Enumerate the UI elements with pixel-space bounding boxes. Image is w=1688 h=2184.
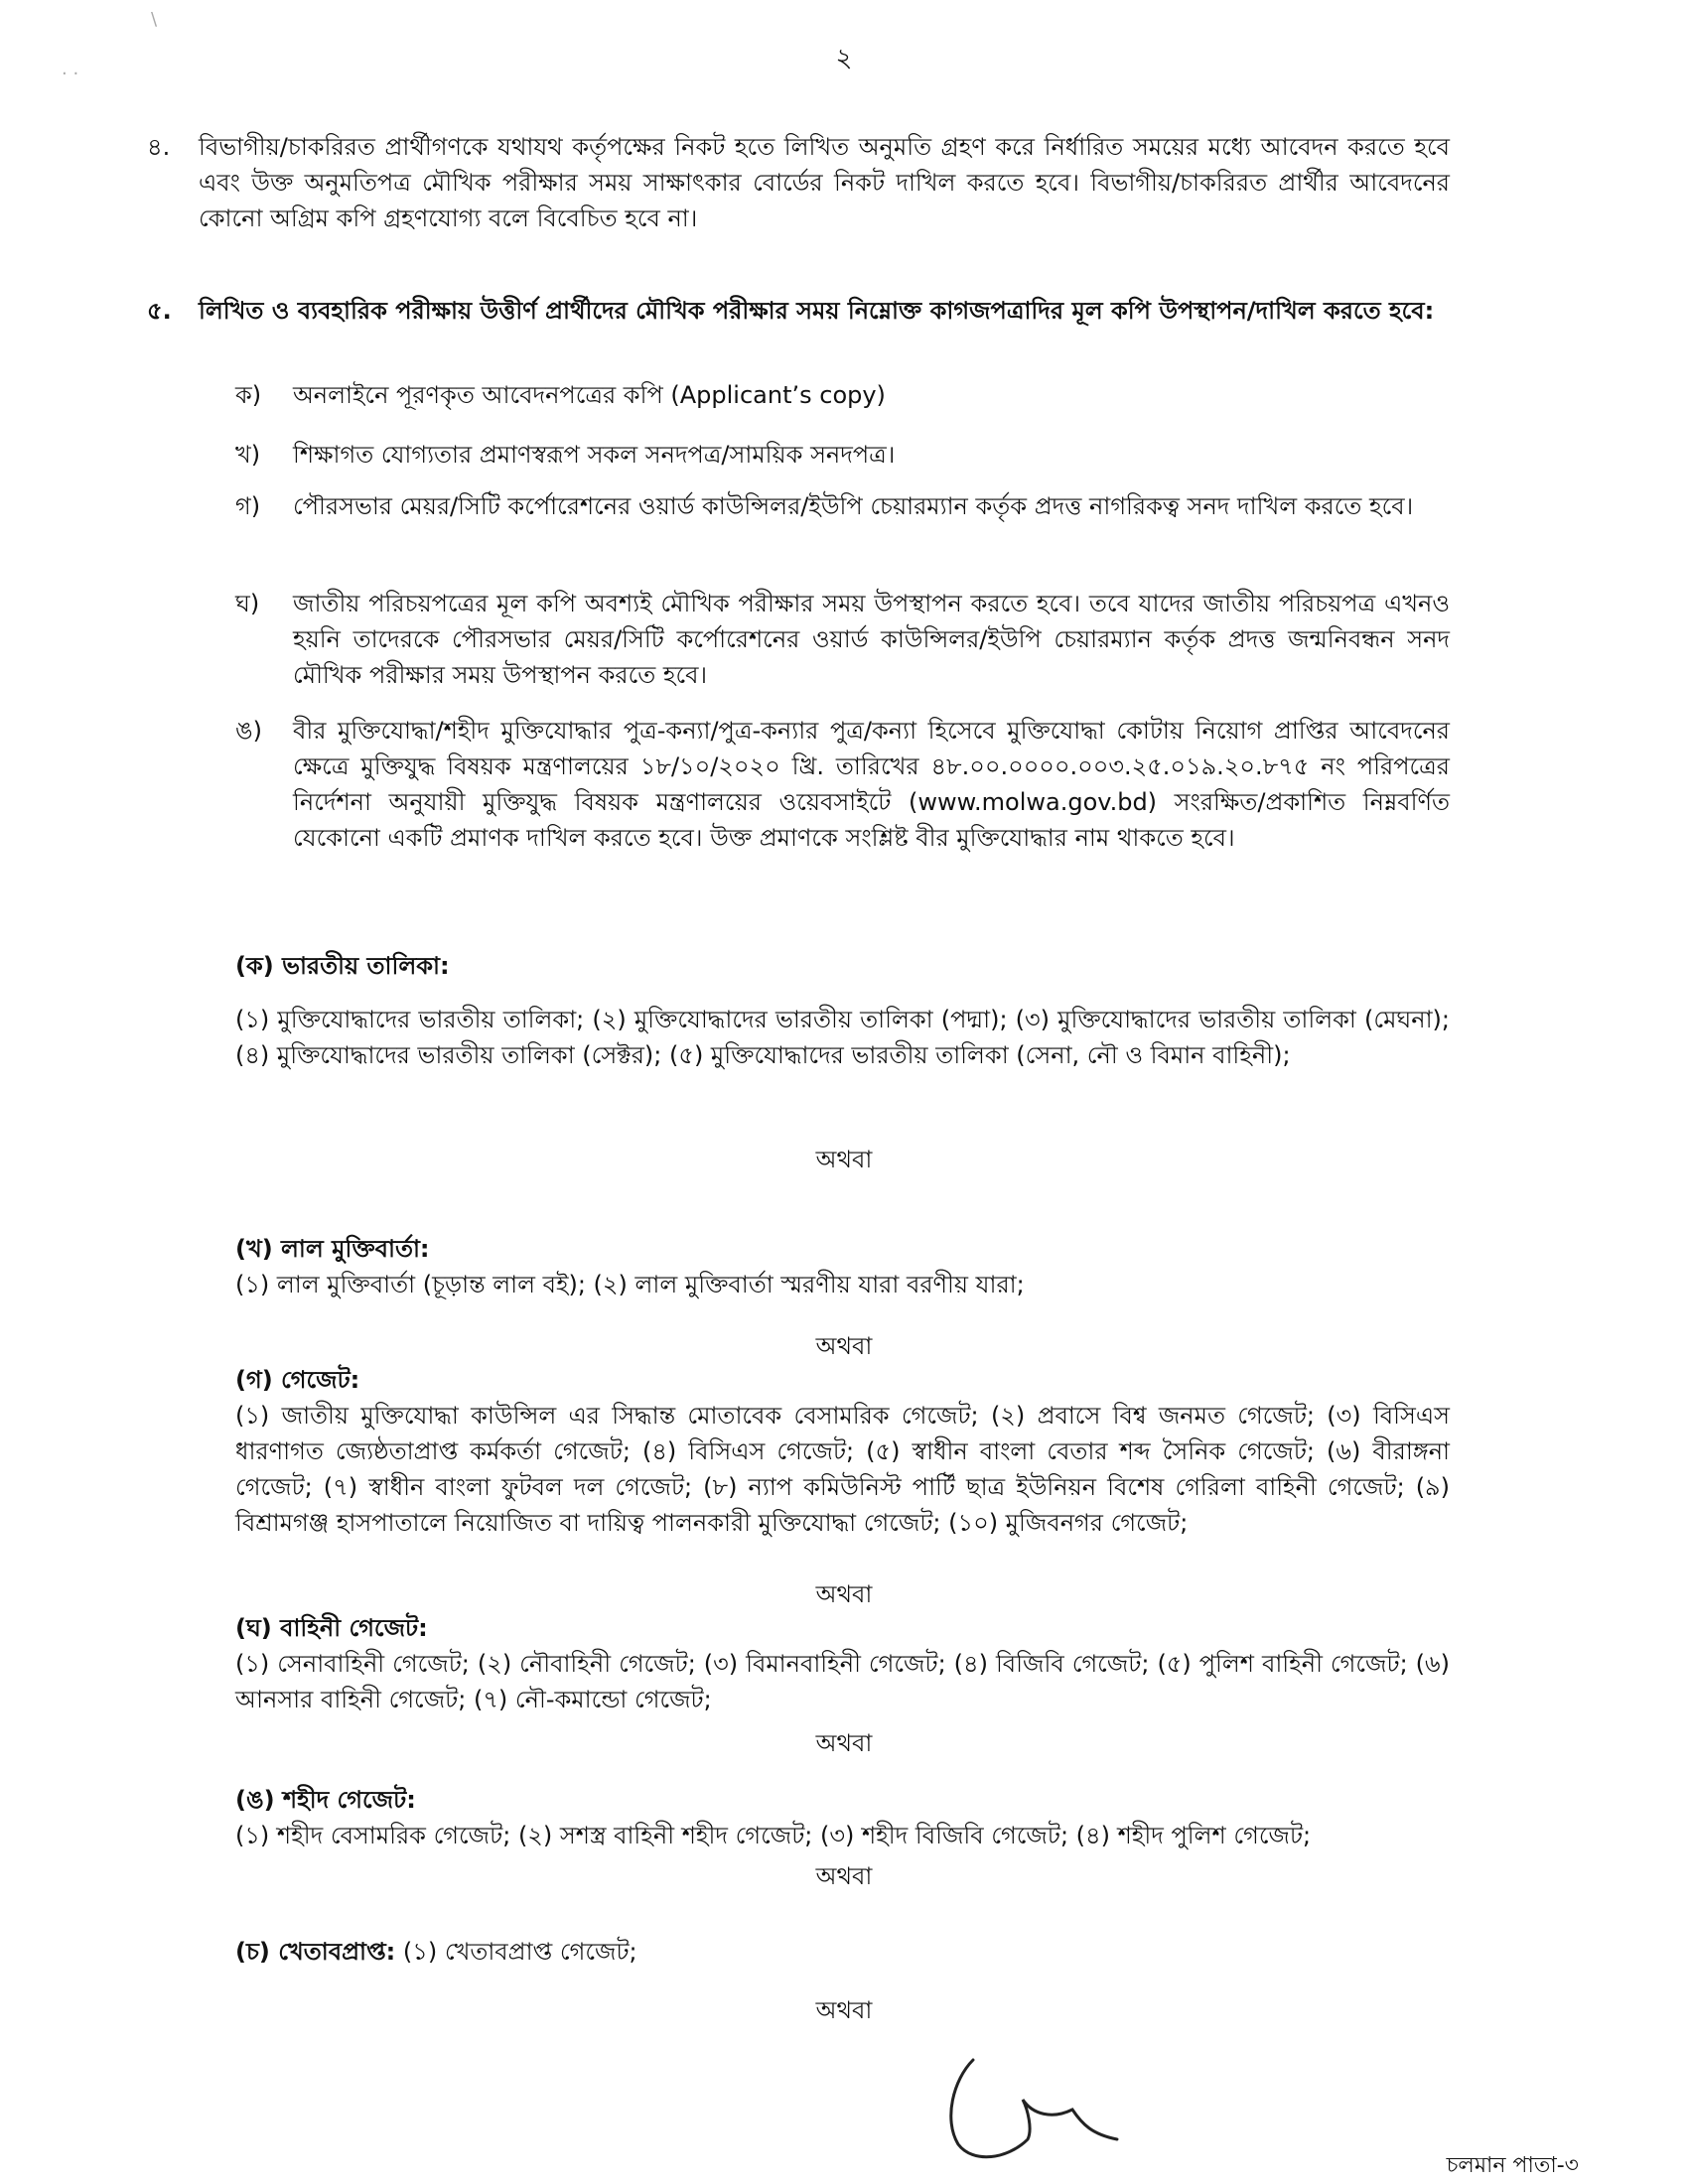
paragraph-4 — [147, 129, 1450, 236]
section-indian-list — [235, 948, 1450, 1073]
list-item-number: ঙ) — [235, 717, 262, 745]
paragraph-text: বিভাগীয়/চাকরিরত প্রার্থীগণকে যথাযথ কর্তৃপক্ষের নিকট হতে লিখিত অনুমতি গ্রহণ করে নির্ধারিত সময়ের মধ্যে আবেদন করতে হবে এবং উক্ত অনুমতিপত্র মৌখিক পরীক্ষার সময় সাক্ষাৎকার বোর্ডের নিকট দাখিল করতে হবে। বিভাগীয়/চাকরিরত প্রার্থীর আবেদনের কোনো অগ্রিম কপি গ্রহণযোগ্য বলে বিবেচিত হবে না। — [199, 133, 1450, 232]
or-separator: অথবা — [815, 1862, 873, 1890]
section-heading: (ঘ) বাহিনী গেজেট: — [235, 1614, 428, 1642]
section-heading: (ঙ) শহীদ গেজেট: — [235, 1786, 416, 1814]
list-item-text: পৌরসভার মেয়র/সিটি কর্পোরেশনের ওয়ার্ড কাউন্সিলর/ইউপি চেয়ারম্যান কর্তৃক প্রদত্ত নাগরিকত্ব সনদ দাখিল করতে হবে। — [293, 492, 1414, 520]
section-heading: (গ) গেজেট: — [235, 1366, 360, 1394]
list-item-number: ক) — [235, 381, 262, 409]
list-item-number: খ) — [235, 441, 261, 469]
section-body: (১) শহীদ বেসামরিক গেজেট; (২) সশস্ত্র বাহিনী শহীদ গেজেট; (৩) শহীদ বিজিবি গেজেট; (৪) শহীদ পুলিশ গেজেট; — [235, 1822, 1312, 1849]
or-separator: অথবা — [815, 1332, 873, 1360]
section-body: (১) মুক্তিযোদ্ধাদের ভারতীয় তালিকা; (২) মুক্তিযোদ্ধাদের ভারতীয় তালিকা (পদ্মা); (৩) মুক্তিযোদ্ধাদের ভারতীয় তালিকা (মেঘনা); (৪) মুক্তিযোদ্ধাদের ভারতীয় তালিকা (সেক্টর); (৫) মুক্তিযোদ্ধাদের ভারতীয় তালিকা (সেনা, নৌ ও বিমান বাহিনী); — [235, 1006, 1450, 1069]
list-item-text: বীর মুক্তিযোদ্ধা/শহীদ মুক্তিযোদ্ধার পুত্র-কন্যা/পুত্র-কন্যার পুত্র/কন্যা হিসেবে মুক্তিযোদ্ধা কোটায় নিয়োগ প্রাপ্তির আবেদনের ক্ষেত্রে মুক্তিযুদ্ধ বিষয়ক মন্ত্রণালয়ের ১৮/১০/২০২০ খ্রি. তারিখের ৪৮.০০.০০০০.০০৩.২৫.০১৯.২০.৮৭৫ নং পরিপত্রের নির্দেশনা অনুযায়ী মুক্তিযুদ্ধ বিষয়ক মন্ত্রণালয়ের ওয়েবসাইটে (www.molwa.gov.bd) সংরক্ষিত/প্রকাশিত নিম্নবর্ণিত যেকোনো একটি প্রমাণক দাখিল করতে হবে। উক্ত প্রমাণকে সংশ্লিষ্ট বীর মুক্তিযোদ্ধার নাম থাকতে হবে। — [293, 717, 1450, 852]
or-separator: অথবা — [815, 1580, 873, 1608]
list-item — [235, 437, 1450, 473]
paragraph-number: ৫. — [147, 297, 172, 325]
list-item — [235, 488, 1450, 524]
or-separator: অথবা — [815, 1146, 873, 1173]
list-item-number: গ) — [235, 492, 261, 520]
section-line — [235, 1934, 1450, 1970]
paragraph-text: লিখিত ও ব্যবহারিক পরীক্ষায় উত্তীর্ণ প্রার্থীদের মৌখিক পরীক্ষার সময় নিম্নোক্ত কাগজপত্রাদির মূল কপি উপস্থাপন/দাখিল করতে হবে: — [199, 297, 1435, 325]
list-item — [235, 377, 1450, 413]
section-heading: (ক) ভারতীয় তালিকা: — [235, 952, 450, 980]
section-body: (১) সেনাবাহিনী গেজেট; (২) নৌবাহিনী গেজেট; (৩) বিমানবাহিনী গেজেট; (৪) বিজিবি গেজেট; (৫) পুলিশ বাহিনী গেজেট; (৬) আনসার বাহিনী গেজেট; (৭) নৌ-কমান্ডো গেজেট; — [235, 1650, 1450, 1713]
section-body: (১) লাল মুক্তিবার্তা (চূড়ান্ত লাল বই); (২) লাল মুক্তিবার্তা স্মরণীয় যারা বরণীয় যারা; — [235, 1271, 1025, 1298]
section-heading: (খ) লাল মুক্তিবার্তা: — [235, 1235, 430, 1263]
section-heading: (চ) খেতাবপ্রাপ্ত: — [235, 1938, 396, 1966]
section-red-muktibarta — [235, 1231, 1450, 1302]
paragraph-5 — [147, 293, 1450, 329]
section-forces-gazette — [235, 1610, 1450, 1717]
paragraph-number: ৪. — [147, 133, 171, 161]
section-body: (১) জাতীয় মুক্তিযোদ্ধা কাউন্সিল এর সিদ্ধান্ত মোতাবেক বেসামরিক গেজেট; (২) প্রবাসে বিশ্ব জনমত গেজেট; (৩) বিসিএস ধারণাগত জ্যেষ্ঠতাপ্রাপ্ত কর্মকর্তা গেজেট; (৪) বিসিএস গেজেট; (৫) স্বাধীন বাংলা বেতার শব্দ সৈনিক গেজেট; (৬) বীরাঙ্গনা গেজেট; (৭) স্বাধীন বাংলা ফুটবল দল গেজেট; (৮) ন্যাপ কমিউনিস্ট পার্টি ছাত্র ইউনিয়ন বিশেষ গেরিলা বাহিনী গেজেট; (৯) বিশ্রামগঞ্জ হাসপাতালে নিয়োজিত বা দায়িত্ব পালনকারী মুক্তিযোদ্ধা গেজেট; (১০) মুজিবনগর গেজেট; — [235, 1402, 1450, 1537]
list-item — [235, 713, 1450, 856]
section-body: (১) খেতাবপ্রাপ্ত গেজেট; — [402, 1938, 637, 1966]
list-item-text: অনলাইনে পূরণকৃত আবেদনপত্রের কপি (Applicant’s copy) — [293, 381, 886, 409]
list-item-text: শিক্ষাগত যোগ্যতার প্রমাণস্বরূপ সকল সনদপত্র/সাময়িক সনদপত্র। — [293, 441, 896, 469]
scan-mark: \ — [151, 9, 158, 30]
continuation-note: চলমান পাতা-৩ — [1446, 2153, 1579, 2178]
scan-mark: . . — [62, 59, 79, 79]
page-number: ২ — [835, 44, 853, 73]
section-titled — [235, 1934, 1450, 1970]
section-gazette — [235, 1362, 1450, 1541]
signature — [933, 2040, 1142, 2169]
list-item-number: ঘ) — [235, 590, 260, 617]
list-item — [235, 586, 1450, 693]
section-martyr-gazette — [235, 1782, 1450, 1853]
or-separator: অথবা — [815, 1729, 873, 1757]
or-separator: অথবা — [815, 1996, 873, 2024]
list-item-text: জাতীয় পরিচয়পত্রের মূল কপি অবশ্যই মৌখিক পরীক্ষার সময় উপস্থাপন করতে হবে। তবে যাদের জাতীয় পরিচয়পত্র এখনও হয়নি তাদেরকে পৌরসভার মেয়র/সিটি কর্পোরেশনের ওয়ার্ড কাউন্সিলর/ইউপি চেয়ারম্যান কর্তৃক প্রদত্ত জন্মনিবন্ধন সনদ মৌখিক পরীক্ষার সময় উপস্থাপন করতে হবে। — [293, 590, 1450, 689]
